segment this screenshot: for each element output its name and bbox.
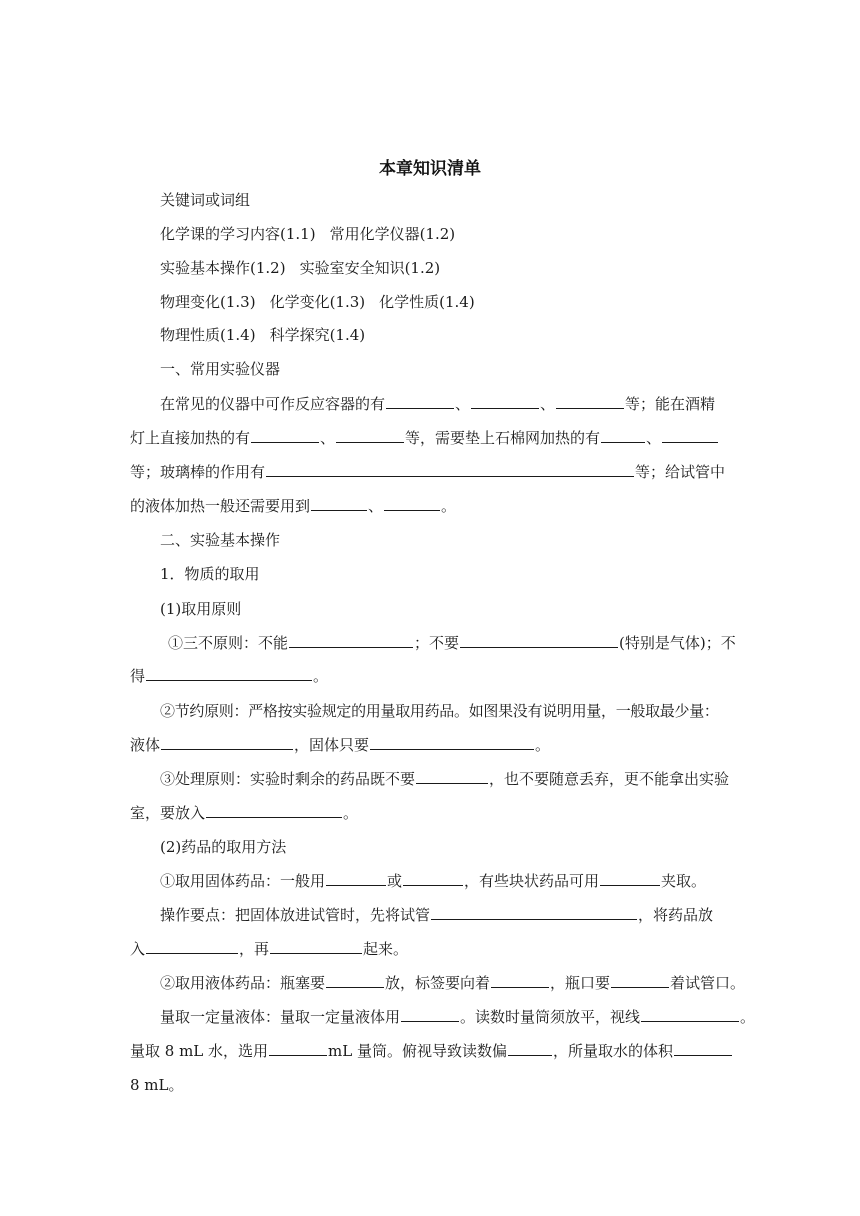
text: ②节约原则：严格按实验规定的用量取用药品。如图果没有说明用量，一般取最少量： bbox=[160, 702, 719, 720]
fill-blank[interactable] bbox=[326, 971, 384, 988]
text: 夹取。 bbox=[661, 872, 707, 890]
text: ，所量取水的体积 bbox=[553, 1042, 674, 1060]
fill-blank[interactable] bbox=[674, 1039, 732, 1056]
text: 放，标签要向着 bbox=[385, 974, 491, 992]
text: 。 bbox=[343, 804, 359, 822]
keyword-row-4 bbox=[130, 323, 730, 347]
fill-blank[interactable] bbox=[556, 392, 624, 409]
text: 等；玻璃棒的作用有 bbox=[130, 463, 266, 481]
text: 得 bbox=[130, 667, 146, 685]
keyword: 实验基本操作(1.2) bbox=[160, 259, 286, 277]
text: ；不要 bbox=[414, 634, 460, 652]
fill-blank[interactable] bbox=[311, 494, 367, 511]
paragraph-line bbox=[130, 392, 730, 416]
text: ③处理原则：实验时剩余的药品既不要 bbox=[160, 770, 416, 788]
fill-blank[interactable] bbox=[611, 971, 669, 988]
section-heading: 一、常用实验仪器 bbox=[160, 360, 281, 378]
text: 起来。 bbox=[363, 940, 409, 958]
keywords-heading: 关键词或词组 bbox=[160, 191, 251, 209]
text: 量取 8 mL 水，选用 bbox=[130, 1042, 269, 1060]
fill-blank[interactable] bbox=[491, 971, 549, 988]
paragraph-line bbox=[130, 664, 730, 688]
fill-blank[interactable] bbox=[641, 1005, 739, 1022]
fill-blank[interactable] bbox=[508, 1039, 552, 1056]
keyword: 物理变化(1.3) bbox=[160, 293, 256, 311]
fill-blank[interactable] bbox=[370, 733, 534, 750]
paragraph-line bbox=[130, 767, 730, 791]
text: 入 bbox=[130, 940, 146, 958]
section-heading: 二、实验基本操作 bbox=[160, 531, 281, 549]
keyword-row-3 bbox=[130, 290, 730, 314]
text: 在常见的仪器中可作反应容器的有 bbox=[160, 395, 386, 413]
paragraph-line bbox=[130, 903, 730, 927]
text: 等，需要垫上石棉网加热的有 bbox=[405, 429, 601, 447]
text: ①取用固体药品：一般用 bbox=[160, 872, 326, 890]
paragraph-line bbox=[130, 426, 730, 450]
text: 、 bbox=[646, 429, 662, 447]
text: 、 bbox=[540, 395, 556, 413]
paragraph-line bbox=[130, 460, 730, 484]
text: ，固体只要 bbox=[294, 736, 370, 754]
fill-blank[interactable] bbox=[416, 767, 488, 784]
fill-blank[interactable] bbox=[146, 937, 238, 954]
fill-blank[interactable] bbox=[471, 392, 539, 409]
text: 。读数时量筒须放平，视线 bbox=[460, 1008, 641, 1026]
paragraph-line bbox=[130, 937, 730, 961]
fill-blank[interactable] bbox=[460, 631, 618, 648]
keyword: 物理性质(1.4) bbox=[160, 326, 256, 344]
paragraph-line bbox=[130, 494, 730, 518]
keyword: 实验室安全知识(1.2) bbox=[299, 259, 441, 277]
keyword: 科学探究(1.4) bbox=[269, 326, 366, 344]
text: (特别是气体)；不 bbox=[619, 634, 736, 652]
paragraph-line bbox=[130, 733, 730, 757]
text: 。 bbox=[313, 667, 329, 685]
fill-blank[interactable] bbox=[601, 426, 645, 443]
paragraph-line bbox=[130, 1005, 756, 1029]
fill-blank[interactable] bbox=[401, 1005, 459, 1022]
paragraph-line bbox=[130, 801, 730, 825]
text: mL 量筒。俯视导致读数偏 bbox=[328, 1042, 508, 1060]
fill-blank[interactable] bbox=[146, 664, 312, 681]
fill-blank[interactable] bbox=[662, 426, 718, 443]
text: 、 bbox=[320, 429, 336, 447]
keyword: 常用化学仪器(1.2) bbox=[329, 225, 456, 243]
text: 着试管口。 bbox=[670, 974, 746, 992]
fill-blank[interactable] bbox=[336, 426, 404, 443]
text: 、 bbox=[368, 497, 384, 515]
subsection-heading: (1)取用原则 bbox=[160, 600, 242, 618]
fill-blank[interactable] bbox=[326, 869, 386, 886]
paragraph-line bbox=[130, 1039, 730, 1063]
text: ②取用液体药品：瓶塞要 bbox=[160, 974, 326, 992]
text: 等；给试管中 bbox=[635, 463, 726, 481]
text: 操作要点：把固体放进试管时，先将试管 bbox=[160, 906, 431, 924]
text: 8 mL。 bbox=[130, 1076, 184, 1094]
keyword: 化学变化(1.3) bbox=[269, 293, 366, 311]
keyword-row-2 bbox=[130, 256, 730, 280]
keyword: 化学课的学习内容(1.1) bbox=[160, 225, 316, 243]
text: 室，要放入 bbox=[130, 804, 206, 822]
text: ，有些块状药品可用 bbox=[464, 872, 600, 890]
text: ，瓶口要 bbox=[550, 974, 611, 992]
text: 的液体加热一般还需要用到 bbox=[130, 497, 311, 515]
keyword-row-1 bbox=[130, 222, 730, 246]
fill-blank[interactable] bbox=[266, 460, 634, 477]
subsection-heading: 1．物质的取用 bbox=[160, 565, 260, 583]
text: ，也不要随意丢弃，更不能拿出实验 bbox=[489, 770, 730, 788]
text: 量取一定量液体：量取一定量液体用 bbox=[160, 1008, 401, 1026]
paragraph-line bbox=[130, 1073, 730, 1097]
text: 灯上直接加热的有 bbox=[130, 429, 251, 447]
text: 、 bbox=[455, 395, 471, 413]
text: 或 bbox=[387, 872, 403, 890]
text: 。 bbox=[441, 497, 457, 515]
fill-blank[interactable] bbox=[431, 903, 637, 920]
fill-blank[interactable] bbox=[384, 494, 440, 511]
paragraph-line bbox=[130, 631, 736, 655]
text: ①三不原则：不能 bbox=[168, 634, 289, 652]
text: ，再 bbox=[239, 940, 270, 958]
keyword: 化学性质(1.4) bbox=[379, 293, 475, 311]
fill-blank[interactable] bbox=[289, 631, 413, 648]
text: 。 bbox=[535, 736, 551, 754]
fill-blank[interactable] bbox=[161, 733, 293, 750]
page-title: 本章知识清单 bbox=[379, 159, 481, 179]
fill-blank[interactable] bbox=[206, 801, 342, 818]
paragraph-line bbox=[130, 971, 746, 995]
paragraph-line bbox=[130, 699, 730, 723]
paragraph-line bbox=[130, 869, 730, 893]
fill-blank[interactable] bbox=[600, 869, 660, 886]
fill-blank[interactable] bbox=[403, 869, 463, 886]
text: 等；能在酒精 bbox=[625, 395, 716, 413]
text: ，将药品放 bbox=[638, 906, 714, 924]
fill-blank[interactable] bbox=[386, 392, 454, 409]
text: 液体 bbox=[130, 736, 161, 754]
text: 。 bbox=[740, 1008, 756, 1026]
subsection-heading: (2)药品的取用方法 bbox=[160, 838, 287, 856]
fill-blank[interactable] bbox=[251, 426, 319, 443]
fill-blank[interactable] bbox=[270, 937, 362, 954]
fill-blank[interactable] bbox=[269, 1039, 327, 1056]
